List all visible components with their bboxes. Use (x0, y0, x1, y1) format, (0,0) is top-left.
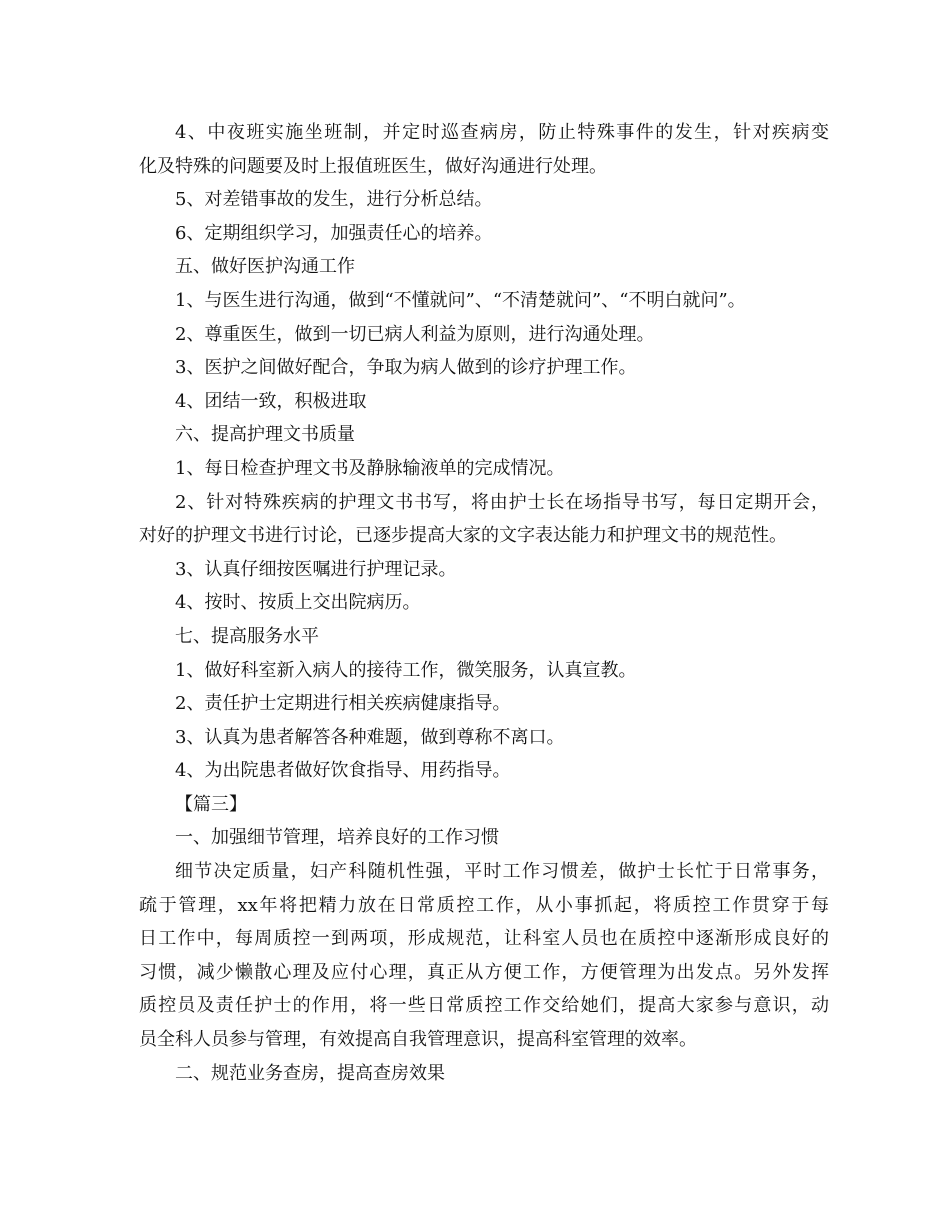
paragraph-line: 习惯，减少懒散心理及应付心理，真正从方便工作，方便管理为出发点。另外发挥 (139, 961, 829, 983)
section-heading: 二、规范业务查房，提高查房效果 (175, 1062, 445, 1084)
list-item: 3、认真仔细按医嘱进行护理记录。 (175, 558, 457, 580)
list-item: 3、医护之间做好配合，争取为病人做到的诊疗护理工作。 (175, 357, 637, 379)
list-item: 6、定期组织学习，加强责任心的培养。 (175, 222, 493, 244)
paragraph-line: 疏于管理，xx年将把精力放在日常质控工作，从小事抓起，将质控工作贯穿于每 (139, 894, 829, 916)
paragraph-line: 员全科人员参与管理，有效提高自我管理意识，提高科室管理的效率。 (139, 1029, 697, 1051)
paragraph-line: 日工作中，每周质控一到两项，形成规范，让科室人员也在质控中逐渐形成良好的 (139, 928, 829, 950)
paragraph-line: 2、针对特殊疾病的护理文书书写，将由护士长在场指导书写，每日定期开会， (175, 491, 829, 513)
section-heading: 七、提高服务水平 (175, 625, 319, 647)
list-item: 1、做好科室新入病人的接待工作，微笑服务，认真宣教。 (175, 659, 637, 681)
paragraph-line: 对好的护理文书进行讨论，已逐步提高大家的文字表达能力和护理文书的规范性。 (139, 525, 787, 547)
section-heading: 五、做好医护沟通工作 (175, 256, 355, 278)
paragraph-line: 化及特殊的问题要及时上报值班医生，做好沟通进行处理。 (139, 155, 607, 177)
list-item: 4、团结一致，积极进取 (175, 390, 367, 412)
list-item: 3、认真为患者解答各种难题，做到尊称不离口。 (175, 726, 565, 748)
list-item: 1、与医生进行沟通，做到“不懂就问”、“不清楚就问”、“不明白就问”。 (175, 289, 746, 311)
section-heading: 一、加强细节管理，培养良好的工作习惯 (175, 827, 499, 849)
paragraph-line: 4、中夜班实施坐班制，并定时巡查病房，防止特殊事件的发生，针对疾病变 (175, 122, 829, 143)
list-item: 4、按时、按质上交出院病历。 (175, 592, 421, 614)
list-item: 5、对差错事故的发生，进行分析总结。 (175, 189, 493, 211)
document-body (139, 116, 829, 1090)
paragraph-line: 细节决定质量，妇产科随机性强，平时工作习惯差，做护士长忙于日常事务， (175, 861, 829, 883)
part-heading: 【篇三】 (175, 793, 247, 815)
list-item: 2、尊重医生，做到一切已病人利益为原则，进行沟通处理。 (175, 323, 655, 345)
list-item: 4、为出院患者做好饮食指导、用药指导。 (175, 760, 511, 782)
list-item: 1、每日检查护理文书及静脉输液单的完成情况。 (175, 457, 565, 479)
section-heading: 六、提高护理文书质量 (175, 424, 355, 446)
list-item: 2、责任护士定期进行相关疾病健康指导。 (175, 693, 511, 715)
paragraph-line: 质控员及责任护士的作用，将一些日常质控工作交给她们，提高大家参与意识，动 (139, 995, 829, 1017)
